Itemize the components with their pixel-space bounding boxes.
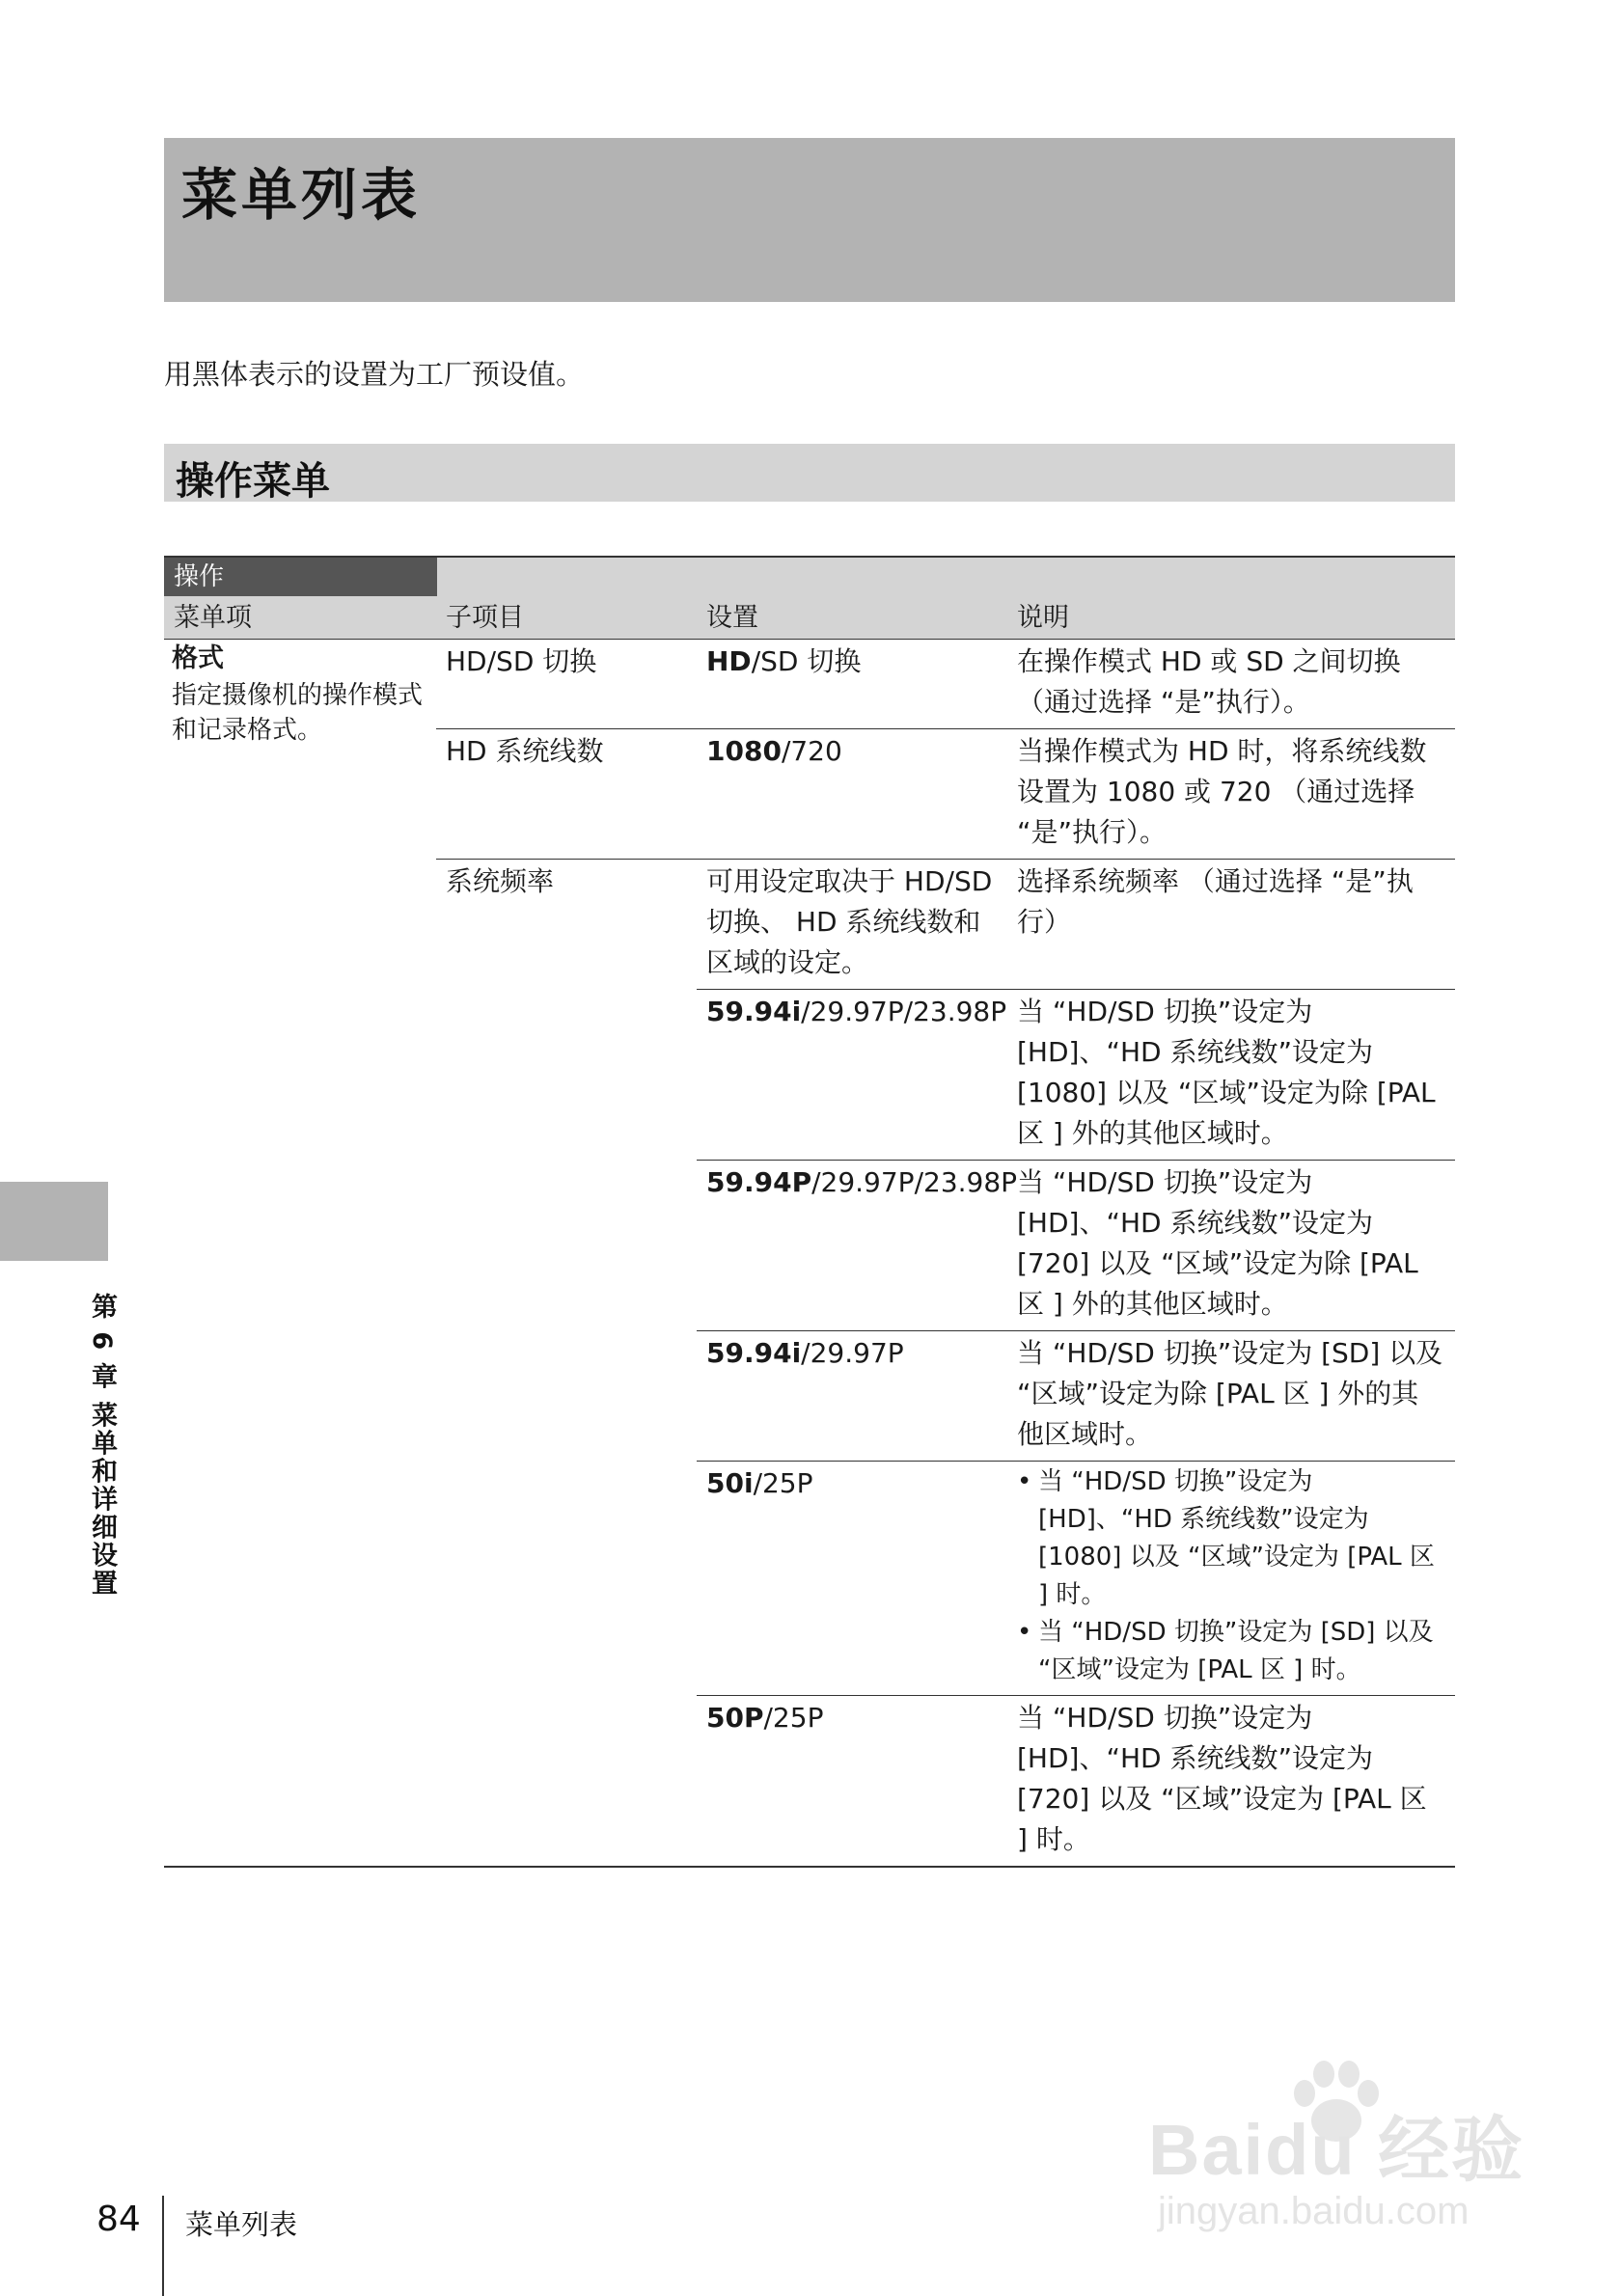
- setting-default: 59.94i: [706, 996, 802, 1027]
- sub-cell: 系统频率: [446, 865, 555, 897]
- setting-rest: /25P: [753, 1467, 813, 1499]
- setting-rest: /SD 切换: [751, 645, 862, 677]
- table-row: [436, 640, 1455, 728]
- setting-default: 1080: [706, 735, 782, 767]
- sub-cell-empty: [436, 989, 697, 1160]
- sub-cell: HD 系统线数: [446, 735, 604, 767]
- table-row: [436, 1461, 1455, 1695]
- table-header: [164, 558, 1455, 639]
- setting-rest: /25P: [763, 1702, 824, 1734]
- desc-cell: 选择系统频率 （通过选择 “是”执行）: [1017, 865, 1414, 938]
- footer-divider: [162, 2196, 164, 2296]
- setting-cell: 可用设定取决于 HD/SD 切换、 HD 系统线数和区域的设定。: [706, 865, 993, 978]
- desc-cell: 当 “HD/SD 切换”设定为 [HD]、“HD 系统线数”设定为 [720] 以及 “区域”设定为除 [PAL 区 ] 外的其他区域时。: [1007, 1160, 1455, 1330]
- setting-rest: /29.97P/23.98P: [811, 1166, 1018, 1198]
- sub-cell: HD/SD 切换: [446, 645, 597, 677]
- setting-cell: [697, 1160, 1018, 1330]
- table-body: [164, 639, 1455, 1866]
- setting-cell: [697, 1695, 1007, 1866]
- group-label: 操作: [164, 558, 437, 596]
- sub-cell-empty: [436, 1160, 697, 1330]
- setting-default: HD: [706, 645, 752, 677]
- table-row: [436, 1160, 1455, 1330]
- header-item: 菜单项: [174, 603, 252, 633]
- chapter-tab: [0, 1182, 108, 1261]
- desc-bullet-list: [1017, 1463, 1445, 1689]
- page-title: 菜单列表: [181, 162, 422, 228]
- chapter-label: 第 6 章 菜单和详细设置: [87, 1293, 117, 1598]
- sub-cell-empty: [436, 1330, 697, 1461]
- desc-bullet: • 当 “HD/SD 切换”设定为 [HD]、“HD 系统线数”设定为 [1080] 以及 “区域”设定为 [PAL 区 ] 时。: [1017, 1463, 1445, 1614]
- setting-cell: [697, 1330, 1007, 1461]
- desc-cell: [1007, 1461, 1455, 1695]
- desc-cell: 在操作模式 HD 或 SD 之间切换（通过选择 “是”执行）。: [1017, 645, 1401, 718]
- watermark-brand: Baidu 经验: [1148, 2110, 1525, 2190]
- table-row: [436, 728, 1455, 859]
- setting-cell: [697, 729, 1007, 859]
- section-band: [164, 444, 1455, 502]
- setting-default: 59.94P: [706, 1166, 812, 1198]
- sub-cell-empty: [436, 1695, 697, 1866]
- setting-cell: [697, 640, 1007, 728]
- header-sub: 子项目: [446, 603, 524, 633]
- table-row: [436, 989, 1455, 1160]
- watermark-url: jingyan.baidu.com: [1158, 2190, 1470, 2232]
- setting-rest: /720: [781, 735, 842, 767]
- watermark: [1148, 2055, 1553, 2248]
- table-row: [436, 859, 1455, 989]
- desc-cell: 当操作模式为 HD 时，将系统线数设置为 1080 或 720 （通过选择 “是”执行）。: [1017, 735, 1427, 848]
- setting-rest: /29.97P: [801, 1337, 904, 1369]
- desc-cell: 当 “HD/SD 切换”设定为 [HD]、“HD 系统线数”设定为 [720] 以及 “区域”设定为 [PAL 区 ] 时。: [1007, 1695, 1455, 1866]
- setting-cell: [697, 1461, 1007, 1695]
- menu-item-desc: 指定摄像机的操作模式和记录格式。: [172, 681, 424, 745]
- header-setting: 设置: [706, 603, 758, 633]
- setting-rest: /29.97P/23.98P: [801, 996, 1007, 1027]
- section-title: 操作菜单: [176, 459, 330, 504]
- desc-cell: 当 “HD/SD 切换”设定为 [SD] 以及 “区域”设定为除 [PAL 区 ] 外的其他区域时。: [1007, 1330, 1455, 1461]
- setting-default: 59.94i: [706, 1337, 802, 1369]
- desc-cell: 当 “HD/SD 切换”设定为 [HD]、“HD 系统线数”设定为 [1080] 以及 “区域”设定为除 [PAL 区 ] 外的其他区域时。: [1007, 989, 1455, 1160]
- sub-cell-empty: [436, 1461, 697, 1695]
- menu-item-name: 格式: [172, 643, 224, 673]
- setting-cell: [697, 989, 1007, 1160]
- menu-table: [164, 556, 1455, 1868]
- setting-default: 50P: [706, 1702, 764, 1734]
- title-band: [164, 138, 1455, 302]
- page-number: 84: [96, 2200, 141, 2239]
- menu-item-cell: [172, 640, 427, 748]
- intro-text: 用黑体表示的设置为工厂预设值。: [164, 358, 585, 391]
- setting-default: 50i: [706, 1467, 754, 1499]
- header-desc: 说明: [1017, 603, 1069, 633]
- footer-label: 菜单列表: [185, 2208, 298, 2241]
- table-row: [436, 1330, 1455, 1461]
- desc-bullet: • 当 “HD/SD 切换”设定为 [SD] 以及 “区域”设定为 [PAL 区 ] 时。: [1017, 1614, 1445, 1689]
- table-row: [436, 1695, 1455, 1866]
